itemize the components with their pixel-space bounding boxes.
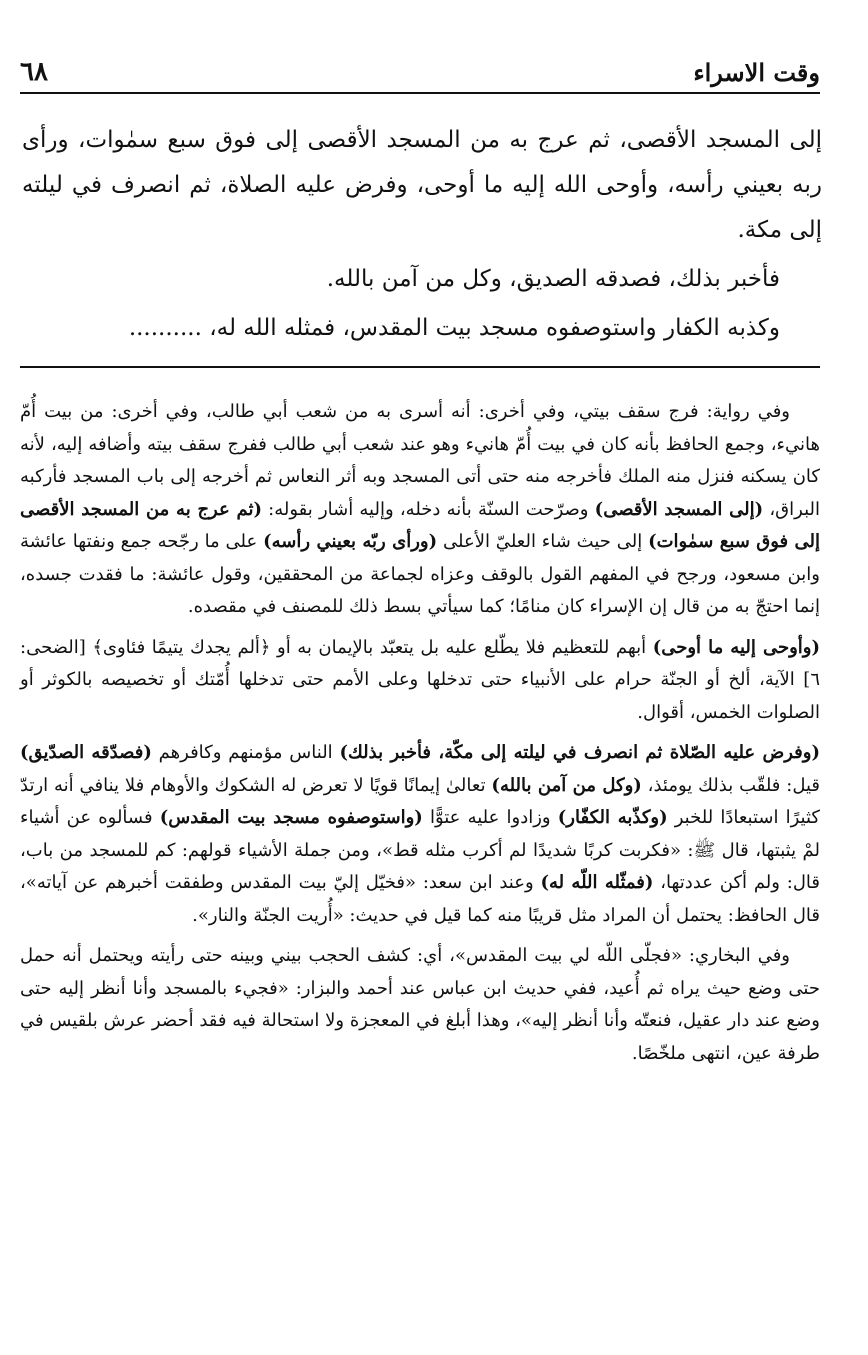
main-paragraph: إلى المسجد الأقصى، ثم عرج به من المسجد الأقصى إلى فوق سبع سمٰوات، ورأى ربه بعيني رأسه، وأوحى الله إليه ما أوحى، وفرض عليه الصلاة، ثم انصرف في ليلته إلى مكة.	[22, 127, 822, 243]
quoted-phrase: (فمثّله اللّه له)	[540, 872, 654, 893]
quoted-phrase: (ورأى ربّه بعيني رأسه)	[263, 531, 438, 552]
page-number: ٦٨	[20, 57, 48, 87]
footnote-separator	[20, 366, 820, 368]
main-text	[22, 118, 822, 351]
commentary-paragraph	[20, 737, 820, 932]
commentary-text: على ما رجّحه جمع ونفتها عائشة وابن مسعود، ورجح في المفهم القول بالوقف وعزاه لجماعة من المحققين، وقول عائشة: ما فقدت جسده، إنما احتجّ به من قال إن الإسراء كان منامًا؛ كما سيأتي بسط ذلك للمصنف في مقصده.	[20, 531, 820, 617]
quoted-phrase: (وكل من آمن بالله)	[491, 774, 642, 796]
commentary-text: وزادوا عليه عتوًّا	[422, 807, 558, 828]
main-paragraph: فأخبر بذلك، فصدقه الصديق، وكل من آمن بالله.	[326, 266, 780, 292]
commentary-text: فسألوه عن أشياء لمْ يثبتها، قال ﷺ: «فكربت كربًا شديدًا لم أكرب مثله قط»، ومن جملة الأشياء قولهم: كم للمسجد من باب، قال: ولم أكن عددتها،	[20, 807, 820, 893]
commentary-text: قيل: فلقّب بذلك يومئذ،	[641, 774, 820, 796]
quoted-phrase: (ثم عرج به من المسجد الأقصى إلى فوق سبع سمٰوات)	[20, 498, 820, 552]
running-title: وقت الاسراء	[693, 57, 820, 87]
quoted-phrase: (وأوحى إليه ما أوحى)	[652, 636, 820, 658]
quoted-phrase: (وفرض عليه الصّلاة ثم انصرف في ليلته إلى مكّة، فأخبر بذلك)	[339, 742, 820, 763]
commentary-text: أبهم للتعظيم فلا يطّلع عليه بل يتعبّد بالإيمان به أو ﴿ألم يجدك يتيمًا فئاوى﴾ [الضحى: ٦] الآية، ألخ أو الجنّة حرام على الأنبياء حتى تدخلها وعلى الأمم حتى تدخلها أُمّتك أو تخصيصه بالكوثر أو الصلوات الخمس، أقوال.	[20, 636, 820, 723]
main-paragraph: وكذبه الكفار واستوصفوه مسجد بيت المقدس، فمثله الله له، ..........	[128, 315, 780, 341]
commentary-text: وصرّحت السنّة بأنه دخله، وإليه أشار بقوله:	[261, 498, 595, 520]
page-header	[20, 52, 820, 94]
commentary-text: إلى حيث شاء العليّ الأعلى	[437, 531, 649, 552]
commentary-paragraph	[20, 632, 820, 730]
quoted-phrase: (واستوصفوه مسجد بيت المقدس)	[159, 807, 423, 828]
commentary-text: تعالىٰ إيمانًا قويًا لا تعرض له الشكوك والأوهام فلا ينافي أنه ارتدّ كثيرًا استبعادًا للخبر	[20, 774, 820, 828]
quoted-phrase: (إلى المسجد الأقصى)	[594, 498, 764, 520]
quoted-phrase: (وكذّبه الكفّار)	[557, 807, 668, 828]
commentary-paragraph	[20, 396, 820, 624]
quoted-phrase: (فصدّقه الصدّيق)	[20, 742, 152, 763]
commentary	[20, 396, 820, 1078]
commentary-text: الناس مؤمنهم وكافرهم	[151, 742, 340, 763]
commentary-text: وعند ابن سعد: «فخيّل إليّ بيت المقدس وطفقت أخبرهم عن آياته»، قال الحافظ: يحتمل أن المراد مثل قريبًا منه كما قيل في حديث: «أُريت الجنّة والنار».	[20, 872, 820, 926]
commentary-paragraph: وفي البخاري: «فجلّى اللّه لي بيت المقدس»، أي: كشف الحجب بيني وبينه حتى رأيته ويحتمل أنه حمل حتى وضع حيث يراه ثم أُعيد، ففي حديث ابن عباس عند أحمد والبزار: «فجيء بالمسجد وأنا أنظر إليه حتى وضع عند دار عقيل، فنعتّه وأنا أنظر إليه»، وهذا أبلغ في المعجزة ولا استحالة فيه فقد أحضر عرش بلقيس في طرفة عين، انتهى ملخّصًا.	[20, 945, 820, 1064]
commentary-text: وفي رواية: فرج سقف بيتي، وفي أخرى: أنه أسرى به من شعب أبي طالب، وفي أخرى: من بيت أُمّ هانيء، وجمع الحافظ بأنه كان في بيت أُمّ هانيء وهو عند شعب أبي طالب ففرج سقف بيته وأضافه إليه، لأنه كان يسكنه فنزل منه الملك فأخرجه منه حتى أتى المسجد وبه أثر النعاس ثم أخرجه إلى باب المسجد فأركبه البراق،	[20, 401, 820, 520]
